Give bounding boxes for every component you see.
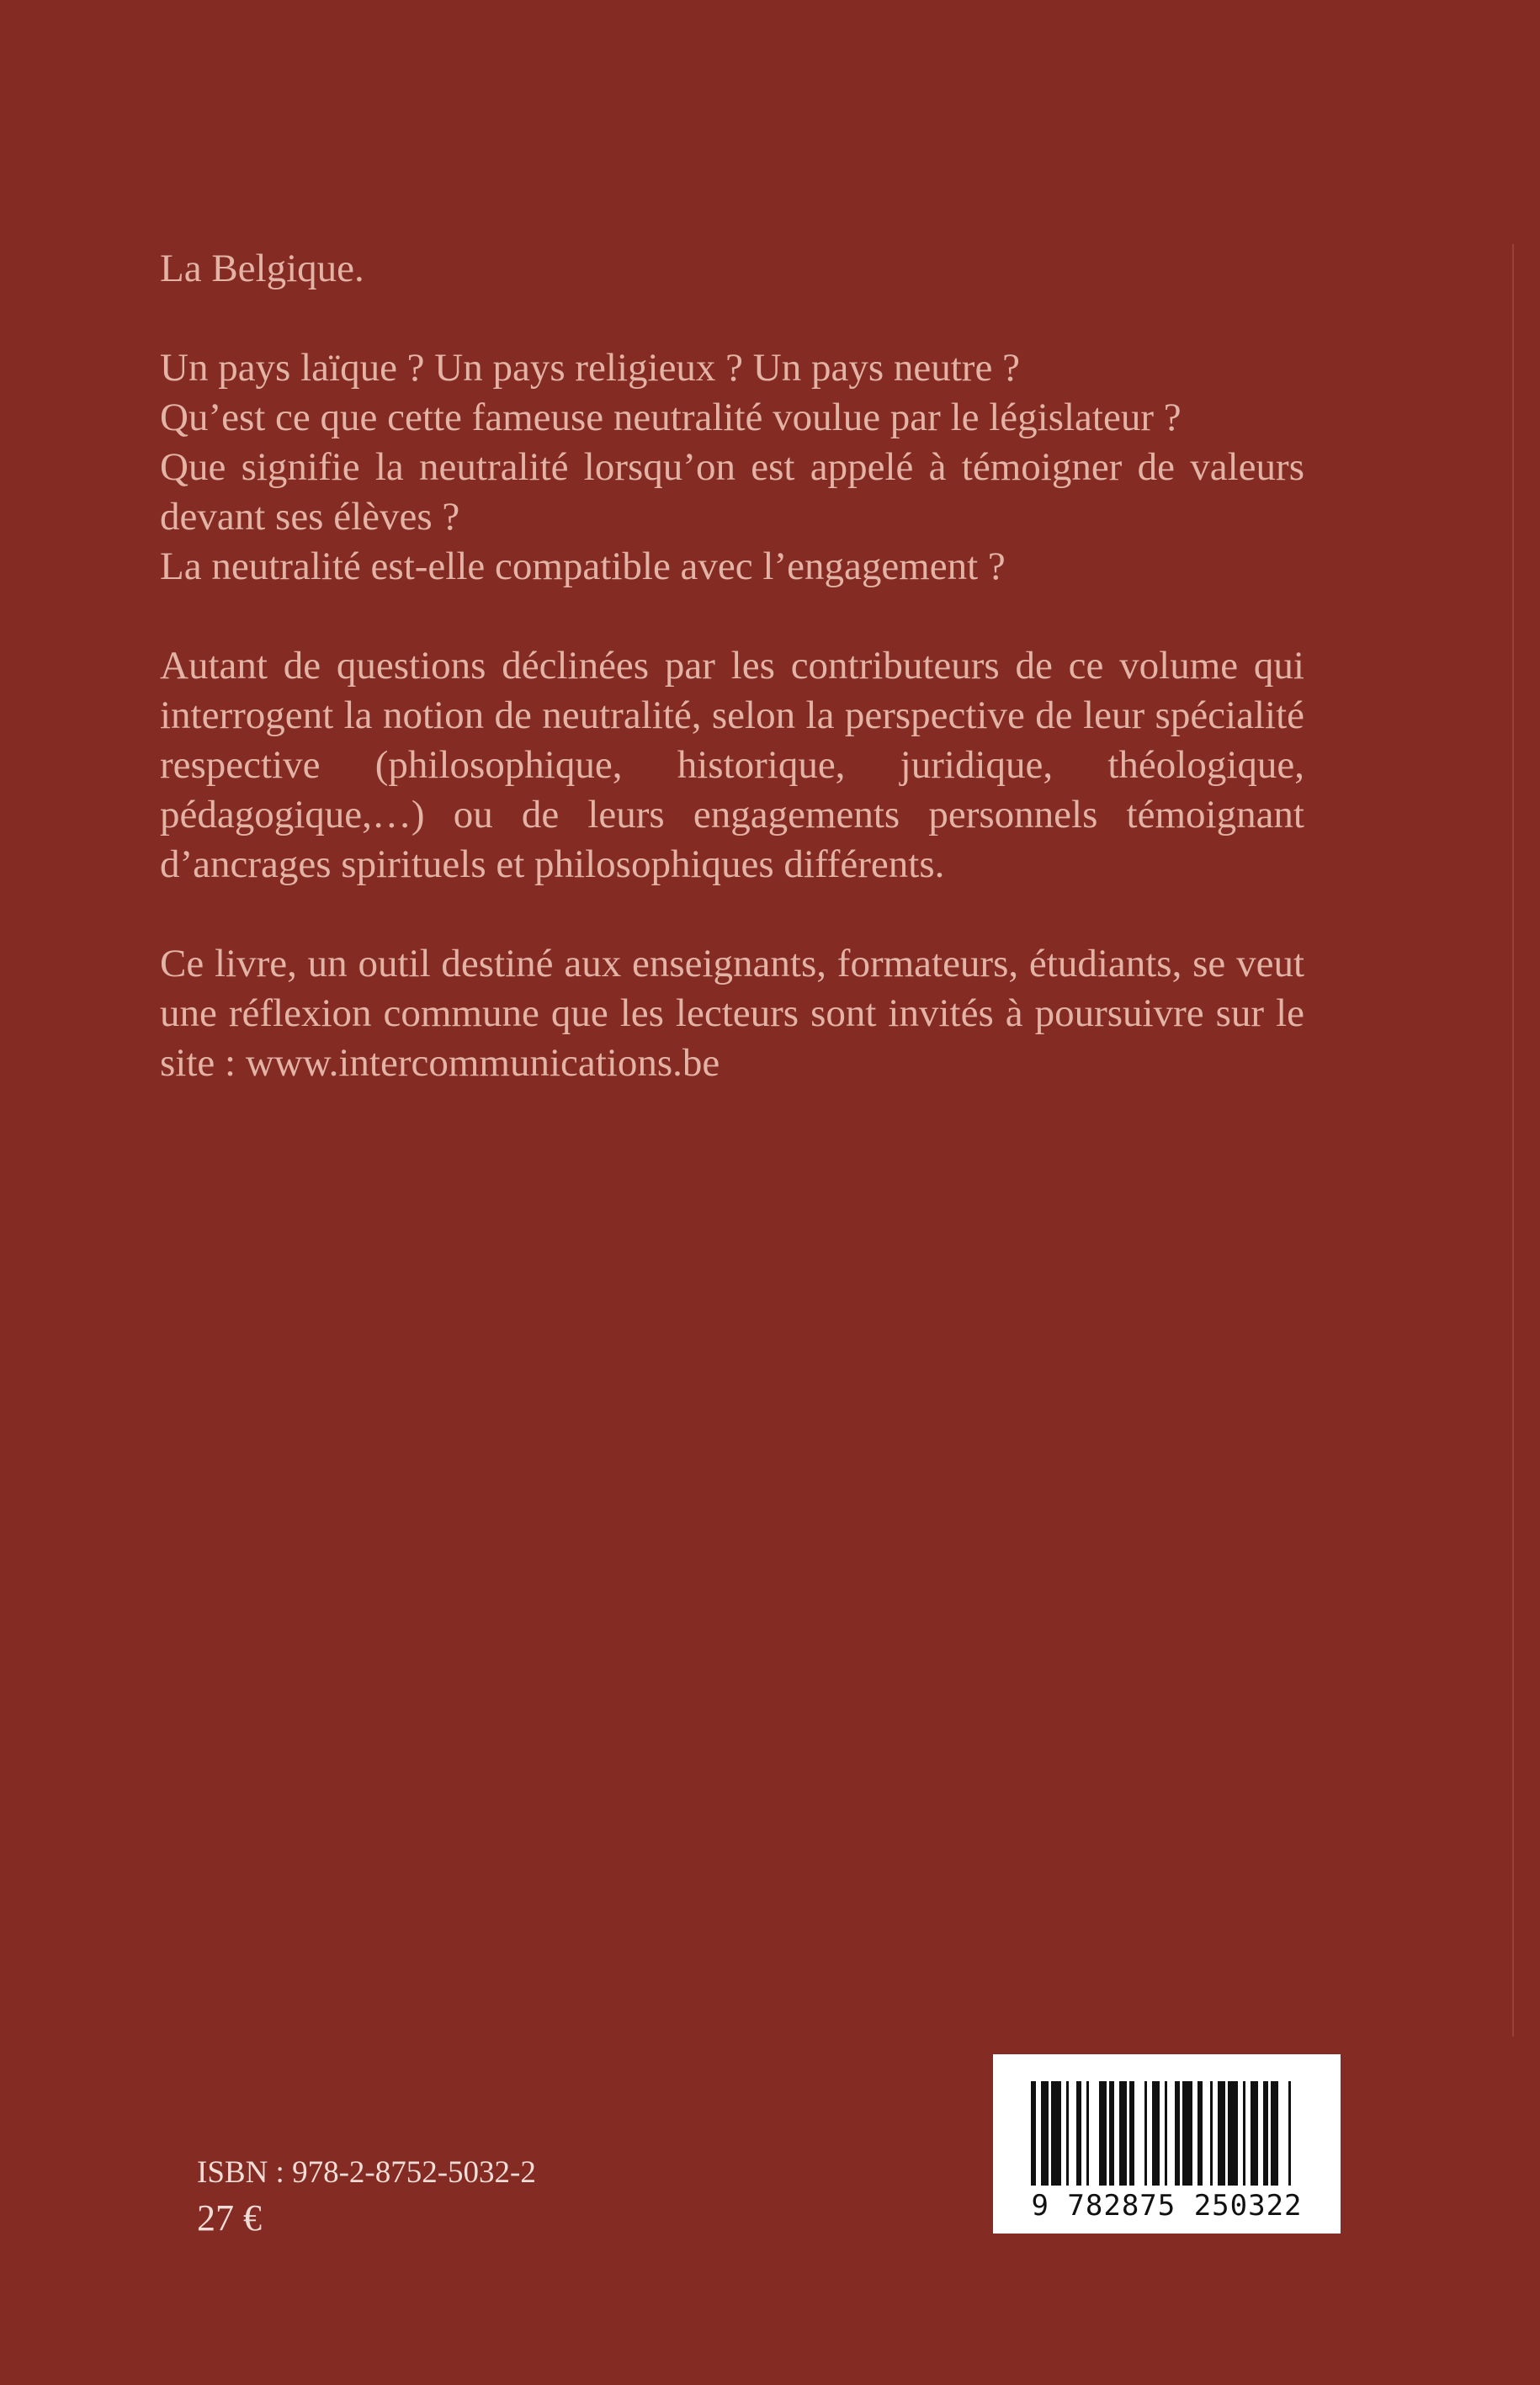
blurb-opening: La Belgique. [160, 247, 364, 290]
barcode-bars [1031, 2081, 1303, 2186]
barcode-bar [1182, 2081, 1192, 2186]
barcode-bar [1228, 2081, 1238, 2186]
barcode-bar [1197, 2081, 1203, 2186]
isbn-text: ISBN : 978-2-8752-5032-2 [197, 2155, 536, 2190]
blurb-paragraph: Autant de questions déclinées par les contributeurs de ce volume qui interrogent la notion de neutralité, selon la perspective de leur spécialité respective (philosophique, historique, juridique, théologique, pédagogique,…) ou de leurs engagements personnels témoignant d’ancrages spirituels et philosophiques différents. [160, 644, 1304, 886]
barcode-bar [1119, 2081, 1127, 2186]
barcode-bar [1041, 2081, 1049, 2186]
barcode-bar [1051, 2081, 1061, 2186]
barcode-bar [1031, 2081, 1036, 2186]
barcode-bar [1263, 2081, 1268, 2186]
barcode-bar [1210, 2081, 1213, 2186]
barcode-bar [1175, 2081, 1180, 2186]
barcode-bar [1251, 2081, 1258, 2186]
blurb-text [160, 244, 1304, 1088]
barcode-bar [1152, 2081, 1160, 2186]
price-text: 27 € [197, 2197, 262, 2239]
barcode-bar [1288, 2081, 1291, 2186]
barcode-bar [1129, 2081, 1134, 2186]
blurb-question: Un pays laïque ? Un pays religieux ? Un pays neutre ? [160, 346, 1020, 390]
blurb-question: Qu’est ce que cette fameuse neutralité voulue par le législateur ? [160, 396, 1182, 439]
barcode-bar [1218, 2081, 1225, 2186]
barcode-bar [1144, 2081, 1147, 2186]
barcode-digits: 9 782875 250322 [1031, 2189, 1303, 2223]
barcode-bar [1271, 2081, 1278, 2186]
barcode-bar [1243, 2081, 1245, 2186]
barcode-bar [1086, 2081, 1089, 2186]
barcode-bar [1099, 2081, 1107, 2186]
blurb-question: La neutralité est-elle compatible avec l’engagement ? [160, 544, 1006, 588]
blurb-paragraph: Ce livre, un outil destiné aux enseignants, formateurs, étudiants, se veut une réflexion commune que les lecteurs sont invités à poursuivre sur le site : www.intercommunications.be [160, 942, 1304, 1085]
barcode-bar [1076, 2081, 1081, 2186]
blurb-question: Que signifie la neutralité lorsqu’on est appelé à témoigner de valeurs devant ses élèves ? [160, 445, 1304, 539]
fold-line [1512, 244, 1514, 2037]
barcode-bar [1109, 2081, 1114, 2186]
barcode-bar [1066, 2081, 1069, 2186]
barcode [993, 2054, 1341, 2234]
book-meta [197, 2152, 536, 2243]
barcode-bar [1165, 2081, 1167, 2186]
